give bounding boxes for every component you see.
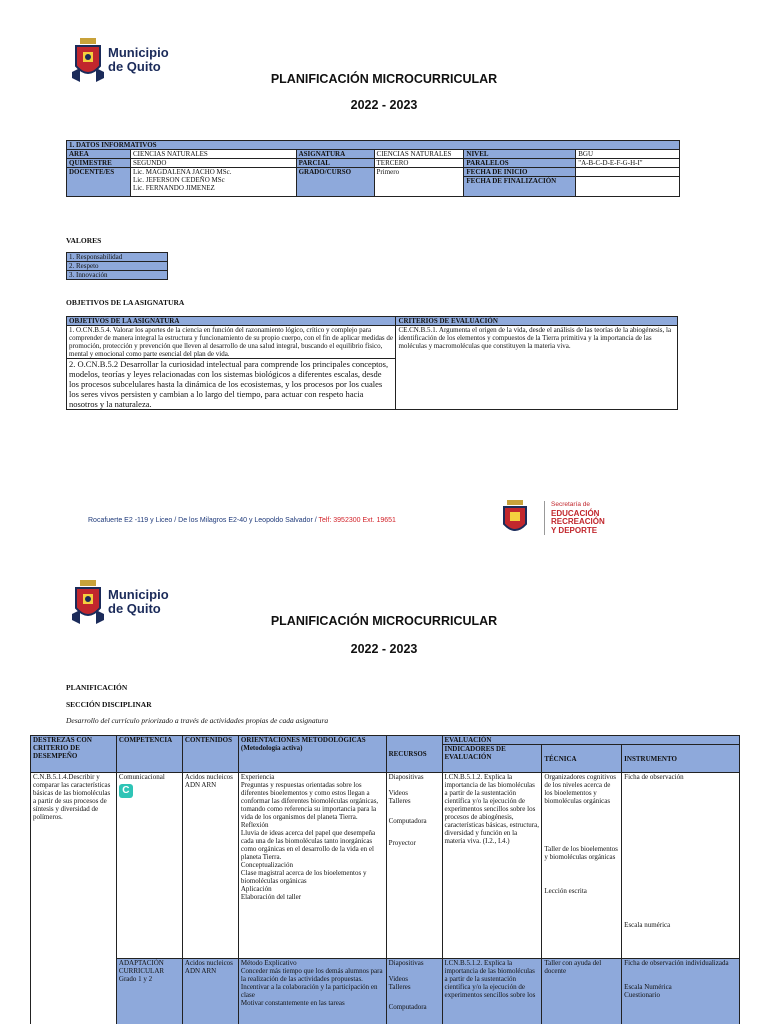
- objetivo-2: 2. O.CN.B.5.2 Desarrollar la curiosidad intelectual para comprende los principales conceptos, modelos, teorías y leyes relacionadas con los sistemas biológicos a diferentes escalas, desde los procesos subcelulares hasta la dinámica de los ecosistemas, y los procesos por los cuales los seres vivos persisten y cambian a lo largo del tiempo, para actuar con respeto hacia nosotros y la naturaleza.: [67, 359, 396, 410]
- tecnica-text: Organizadores cognitivos de los niveles acerca de los bioelementos y biomoléculas orgánicas: [544, 773, 616, 805]
- indicador-cell: I.CN.B.5.1.2. Explica la importancia de las biomoléculas a partir de la sustentación científica y/o la ejecución de experimentos sencillos sobre los procesos de abiogénesis, características básicas, estructura, diversidad y función en la materia viva. (I.2., I.4.): [442, 773, 542, 959]
- instrumento-header: INSTRUMENTO: [622, 745, 740, 773]
- document-page-2: [0, 560, 768, 1024]
- tecnica-cell: [542, 773, 622, 959]
- orientaciones-cell: Experiencia Preguntas y respuestas orientadas sobre los diferentes bioelementos y como estos llegan a conformar las diferentes biomoléculas orgánicas, tomando como referencia su importancia para la vida de los organismos del planeta Tierra. Reflexión Lluvia de ideas acerca del papel que desempeña cada una de las biomoléculas tanto inorgánicas como orgánicas en el desarrollo de la vida en el planeta Tierra. Conceptualización Clase magistral acerca de los bioelementos y biomoléculas orgánicas Aplicación Elaboración del taller: [238, 773, 386, 959]
- recurso-item: Videos Talleres: [388, 789, 411, 805]
- recursos-cell: [386, 959, 442, 1024]
- municipality-line1: Municipio: [108, 587, 169, 602]
- instrumento-text: Ficha de observación: [624, 773, 684, 781]
- fecha-inicio-label: FECHA DE INICIO: [464, 168, 576, 177]
- recurso-item: Videos Talleres: [388, 975, 411, 991]
- secretaria-text: Secretaría de: [551, 501, 591, 508]
- footer-address: [88, 517, 396, 524]
- valores-table: [66, 252, 168, 280]
- area-label: AREA: [67, 150, 131, 159]
- docente-1: Lic. MAGDALENA JACHO MSc.: [132, 168, 232, 176]
- valor-item: 1. Responsabilidad: [67, 253, 168, 262]
- recursos-header: RECURSOS: [386, 736, 442, 773]
- tecnica-header: TÉCNICA: [542, 745, 622, 773]
- page-title: PLANIFICACIÓN MICROCURRICULAR: [270, 614, 498, 628]
- area-value: CIENCIAS NATURALES: [130, 150, 296, 159]
- datos-section-title: 1. DATOS INFORMATIVOS: [67, 141, 680, 150]
- page-title: PLANIFICACIÓN MICROCURRICULAR: [270, 72, 498, 86]
- nivel-value: BGU: [576, 150, 680, 159]
- quimestre-label: QUIMESTRE: [67, 159, 131, 168]
- tecnica-cell: Taller con ayuda del docente: [542, 959, 622, 1024]
- indicadores-header: INDICADORES DE EVALUACIÓN: [442, 745, 542, 773]
- quimestre-value: SEGUNDO: [130, 159, 296, 168]
- competencia-cell: [116, 773, 182, 959]
- destreza-cell: C.N.B.5.1.4.Describir y comparar las características básicas de las biomoléculas a partir de sus procesos de síntesis y diversidad de polímeros.: [31, 773, 117, 1024]
- adaptacion-cell: ADAPTACIÓN CURRICULAR Grado 1 y 2: [116, 959, 182, 1024]
- datos-informativos-table: [66, 140, 680, 197]
- grado-label: GRADO/CURSO: [296, 168, 374, 197]
- valor-item: 2. Respeto: [67, 262, 168, 271]
- valor-item: 3. Innovación: [67, 271, 168, 280]
- grado-value: Primero: [374, 168, 464, 197]
- fecha-fin-value: [576, 177, 680, 197]
- asignatura-value: CIENCIAS NATURALES: [374, 150, 464, 159]
- recurso-item: Diapositivas: [388, 773, 424, 781]
- instrumento-cell: [622, 773, 740, 959]
- docente-2: Lic. JEFERSON CEDEÑO MSc: [132, 176, 225, 184]
- evaluacion-header: EVALUACIÓN: [442, 736, 740, 745]
- planificacion-description: Desarrollo del currículo priorizado a través de actividades propias de cada asignatura: [66, 716, 329, 725]
- quito-crest-icon: [500, 500, 530, 536]
- educacion-text: EDUCACIÓN: [551, 508, 600, 518]
- valores-heading: VALORES: [66, 236, 102, 245]
- objetivos-heading: OBJETIVOS DE LA ASIGNATURA: [66, 298, 185, 307]
- competencia-text: Comunicacional: [118, 773, 165, 781]
- instrumento-cell: [622, 959, 740, 1024]
- school-years: 2022 - 2023: [350, 642, 418, 656]
- paralelos-value: "A-B-C-D-E-F-G-H-I": [576, 159, 680, 168]
- planificacion-table: [30, 735, 740, 1024]
- contenidos-cell: Acidos nucleicos ADN ARN: [182, 959, 238, 1024]
- deporte-text: Y DEPORTE: [551, 525, 598, 535]
- tecnica-text: Taller de los bioelementos y biomoléculas orgánicas: [544, 845, 618, 861]
- fecha-fin-label: FECHA DE FINALIZACIÓN: [464, 177, 576, 197]
- instrumento-text: Ficha de observación individualizada: [624, 959, 729, 967]
- objetivos-col-header: OBJETIVOS DE LA ASIGNATURA: [67, 317, 396, 326]
- recurso-item: Computadora: [388, 817, 427, 825]
- recurso-item: Computadora: [388, 1003, 427, 1011]
- indicador-cell: I.CN.B.5.1.2. Explica la importancia de las biomoléculas a partir de la sustentación científica y/o la ejecución de experimentos sencillos sobre los: [442, 959, 542, 1024]
- contenidos-header: CONTENIDOS: [182, 736, 238, 773]
- tecnica-text: Lección escrita: [544, 887, 587, 895]
- recreacion-text: RECREACIÓN: [551, 517, 605, 526]
- nivel-label: NIVEL: [464, 150, 576, 159]
- phone-text: Telf: 3952300 Ext. 19651: [318, 517, 396, 524]
- seccion-disciplinar: SECCIÓN DISCIPLINAR: [66, 700, 152, 709]
- parcial-value: TERCERO: [374, 159, 464, 168]
- docente-3: Lic. FERNANDO JIMENEZ: [132, 184, 215, 192]
- fecha-inicio-value: [576, 168, 680, 177]
- instrumento-text: Escala numérica: [624, 921, 671, 929]
- municipality-line2: de Quito: [108, 59, 161, 74]
- objetivos-table: [66, 316, 678, 410]
- municipality-line2: de Quito: [108, 601, 161, 616]
- recursos-cell: [386, 773, 442, 959]
- asignatura-label: ASIGNATURA: [296, 150, 374, 159]
- planificacion-heading: PLANIFICACIÓN: [66, 683, 128, 692]
- address-text: Rocafuerte E2 -119 y Liceo / De los Milagros E2-40 y Leopoldo Salvador /: [88, 517, 319, 524]
- orientaciones-header: ORIENTACIONES METODOLÓGICAS (Metodología activa): [238, 736, 386, 773]
- docentes-list: [130, 168, 296, 197]
- objetivo-1: 1. O.CN.B.5.4. Valorar los aportes de la ciencia en función del razonamiento lógico, crítico y complejo para comprender de manera integral la estructura y funcionamiento de su propio cuerpo, con el fin de aplicar medidas de promoción, protección y prevención que lleven al desarrollo de una salud integral, buscando el equilibrio físico, mental y emocional como parte esencial del plan de vida.: [67, 326, 396, 359]
- destrezas-header: DESTREZAS CON CRITERIO DE DESEMPEÑO: [31, 736, 117, 773]
- recurso-item: Proyector: [388, 839, 416, 847]
- criterios-col-header: CRITERIOS DE EVALUACIÓN: [396, 317, 678, 326]
- parcial-label: PARCIAL: [296, 159, 374, 168]
- instrumento-text: Escala Numérica Cuestionario: [624, 983, 672, 999]
- school-years: 2022 - 2023: [350, 98, 418, 112]
- competencia-header: COMPETENCIA: [116, 736, 182, 773]
- municipality-line1: Municipio: [108, 45, 169, 60]
- contenidos-cell: Acidos nucleicos ADN ARN: [182, 773, 238, 959]
- criterio-1: CE.CN.B.5.1. Argumenta el origen de la vida, desde el análisis de las teorías de la abiogénesis, la identificación de los elementos y compuestos de la Tierra primitiva y la importancia de las moléculas y macromoléculas que constituyen la materia viva.: [396, 326, 678, 410]
- secretaria-logo: [500, 500, 605, 536]
- recurso-item: Diapositivas: [388, 959, 424, 967]
- orientaciones-cell: Método Explicativo Conceder más tiempo que los demás alumnos para la realización de las actividades propuestas. Incentivar a la colaboración y la participación en clase Motivar constantemente en las tareas: [238, 959, 386, 1024]
- comunicacional-badge-icon: C: [119, 784, 133, 798]
- docentes-label: DOCENTE/ES: [67, 168, 131, 197]
- paralelos-label: PARALELOS: [464, 159, 576, 168]
